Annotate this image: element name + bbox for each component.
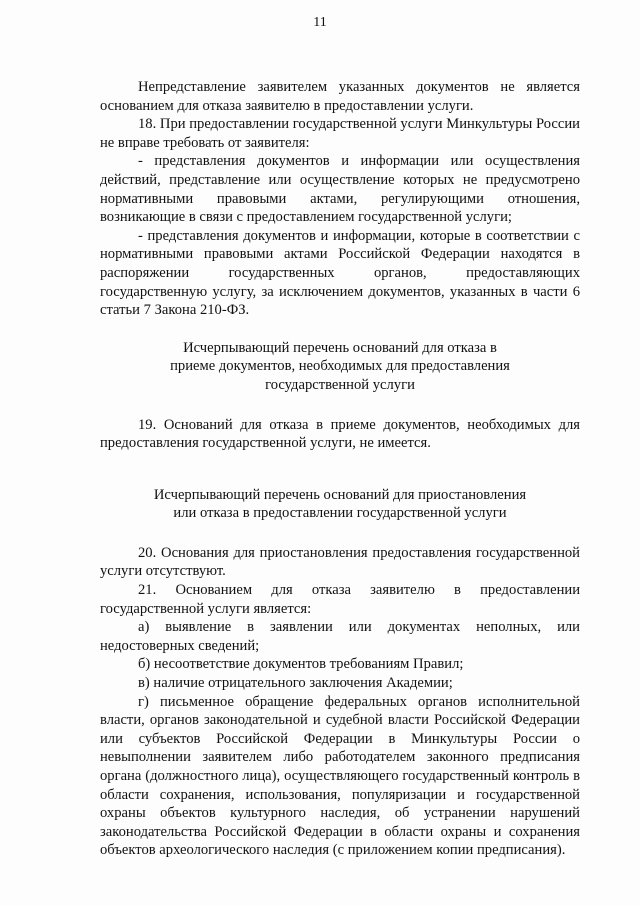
paragraph: Непредставление заявителем указанных документов не является основанием для отказа заявителю в предоставлении услуги. (100, 79, 580, 114)
section-heading: Исчерпывающий перечень оснований для отказа в приеме документов, необходимых для предоставления государственной услуги (170, 339, 510, 393)
list-item: б) несоответствие документов требованиям Правил; (138, 656, 464, 673)
paragraph: 19. Оснований для отказа в приеме документов, необходимых для предоставления государственной услуги, не имеется. (100, 416, 580, 452)
paragraph: 18. При предоставлении государственной услуги Минкультуры России не вправе требовать от заявителя: (100, 116, 580, 151)
paragraph: 20. Основания для приостановления предоставления государственной услуги отсутствуют. (100, 544, 580, 580)
section-heading: Исчерпывающий перечень оснований для приостановления или отказа в предоставлении государственной услуги (153, 486, 527, 522)
paragraph: 21. Основанием для отказа заявителю в предоставлении государственной услуги является: (100, 582, 580, 617)
paragraph: - представления документов и информации или осуществления действий, представление или осуществление которых не предусмотрено нормативными правовыми актами, регулирующими отношения, возникающие в связи с предоставлением государственной услуги; (100, 153, 580, 226)
list-item: в) наличие отрицательного заключения Академии; (138, 675, 453, 692)
paragraph: - представления документов и информации, которые в соответствии с нормативными правовыми актами Российской Федерации находятся в распоряжении государственных органов, предоставляющих государственную услугу, за исключением документов, указанных в части 6 статьи 7 Закона 210-ФЗ. (100, 227, 580, 319)
document-body (100, 78, 580, 860)
page-number: 11 (313, 15, 327, 30)
list-item: а) выявление в заявлении или документах неполных, или недостоверных сведений; (100, 619, 580, 654)
list-item: г) письменное обращение федеральных органов исполнительной власти, органов законодательной и судебной власти Российской Федерации или субъектов Российской Федерации в Минкультуры России о невыполнении заявителем либо работодателем законного предписания органа (должностного лица), осуществляющего государственный контроль в области сохранения, использования, популяризации и государственной охраны объектов культурного наследия, об устранении нарушений законодательства Российской Федерации в области охраны и сохранения объектов археологического наследия (с приложением копии предписания). (100, 693, 580, 859)
